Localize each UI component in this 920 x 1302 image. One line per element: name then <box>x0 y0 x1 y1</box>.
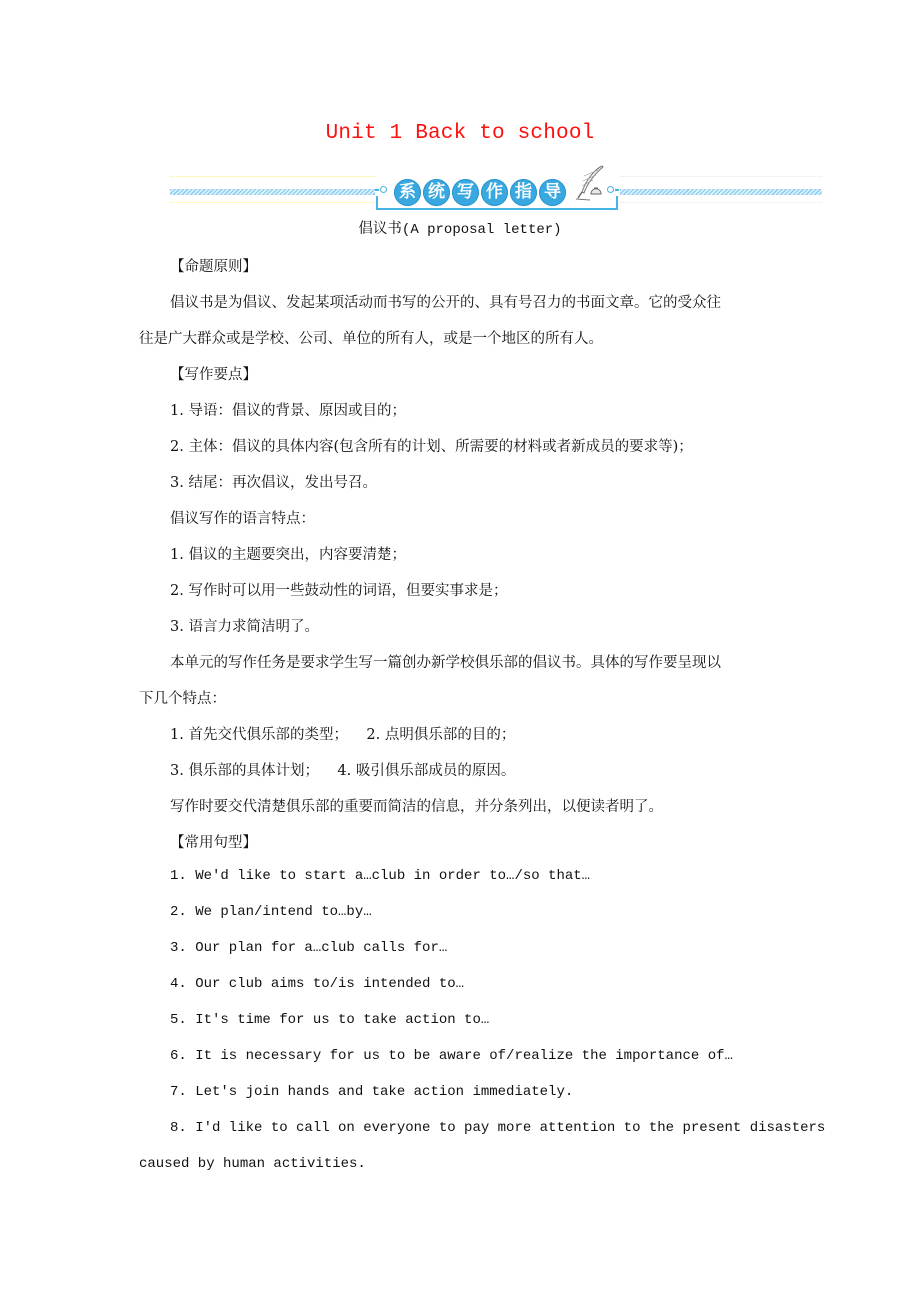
task-paragraph-line1: 本单元的写作任务是要求学生写一篇创办新学校俱乐部的倡议书。具体的写作要呈现以 <box>170 655 721 671</box>
summary-paragraph: 写作时要交代清楚俱乐部的重要而简洁的信息，并分条列出，以便读者明了。 <box>170 799 663 815</box>
banner-stripe-right <box>620 189 822 195</box>
key-point-item: 2. 主体：倡议的具体内容(包含所有的计划、所需要的材料或者新成员的要求等)； <box>170 439 693 455</box>
language-feature-item: 1. 倡议的主题要突出，内容要清楚； <box>170 547 406 563</box>
key-point-item: 1. 导语：倡议的背景、原因或目的； <box>170 403 406 419</box>
features-row: 1. 首先交代俱乐部的类型； 2. 点明俱乐部的目的； <box>170 727 516 743</box>
banner-badge: 作 <box>481 179 508 206</box>
language-feature-item: 3. 语言力求简洁明了。 <box>170 619 319 635</box>
sentence-pattern-item: 1. We'd like to start a…club in order to…/so that… <box>170 868 591 884</box>
key-point-item: 3. 结尾：再次倡议，发出号召。 <box>170 475 377 491</box>
sentence-pattern-item: 2. We plan/intend to…by… <box>170 904 372 920</box>
banner-badge: 指 <box>510 179 537 206</box>
task-paragraph-line2: 下几个特点： <box>139 691 226 707</box>
document-subtitle <box>0 217 920 238</box>
sentence-pattern-item: 6. It is necessary for us to be aware of/realize the importance of… <box>170 1048 733 1064</box>
banner-dotted-line-right <box>620 176 822 178</box>
sentence-pattern-item: 4. Our club aims to/is intended to… <box>170 976 465 992</box>
quill-inkpot-icon <box>572 164 608 204</box>
sentence-pattern-item: 3. Our plan for a…club calls for… <box>170 940 448 956</box>
banner-dotted-line-right-lower <box>620 202 822 204</box>
sentence-pattern-continuation: caused by human activities. <box>139 1156 366 1172</box>
banner-badge: 写 <box>452 179 479 206</box>
language-features-heading: 倡议写作的语言特点： <box>170 511 315 527</box>
section-heading-sentences: 【常用句型】 <box>170 835 257 851</box>
ring-icon <box>607 186 614 193</box>
sentence-pattern-item: 7. Let's join hands and take action immediately. <box>170 1084 574 1100</box>
subtitle-en: (A proposal letter) <box>401 222 562 238</box>
banner-badge: 系 <box>394 179 421 206</box>
principle-paragraph-line2: 往是广大群众或是学校、公司、单位的所有人，或是一个地区的所有人。 <box>139 331 603 347</box>
section-banner <box>170 164 822 214</box>
subtitle-zh: 倡议书 <box>358 221 402 237</box>
section-heading-key-points: 【写作要点】 <box>170 367 257 383</box>
banner-stripe-left <box>170 189 375 195</box>
principle-paragraph-line1: 倡议书是为倡议、发起某项活动而书写的公开的、具有号召力的书面文章。它的受众往 <box>170 295 721 311</box>
features-row: 3. 俱乐部的具体计划； 4. 吸引俱乐部成员的原因。 <box>170 763 516 779</box>
sentence-pattern-item: 8. I'd like to call on everyone to pay more attention to the present disasters <box>170 1120 826 1136</box>
ring-icon <box>380 186 387 193</box>
banner-badges <box>394 179 566 206</box>
language-feature-item: 2. 写作时可以用一些鼓动性的词语，但要实事求是； <box>170 583 508 599</box>
section-heading-principle: 【命题原则】 <box>170 259 257 275</box>
banner-badge: 导 <box>539 179 566 206</box>
banner-dotted-line-left-lower <box>170 202 375 204</box>
banner-badge: 统 <box>423 179 450 206</box>
banner-frame <box>376 178 618 210</box>
unit-title: Unit 1 Back to school <box>325 122 595 145</box>
sentence-pattern-item: 5. It's time for us to take action to… <box>170 1012 490 1028</box>
banner-dotted-line-left <box>170 176 375 178</box>
